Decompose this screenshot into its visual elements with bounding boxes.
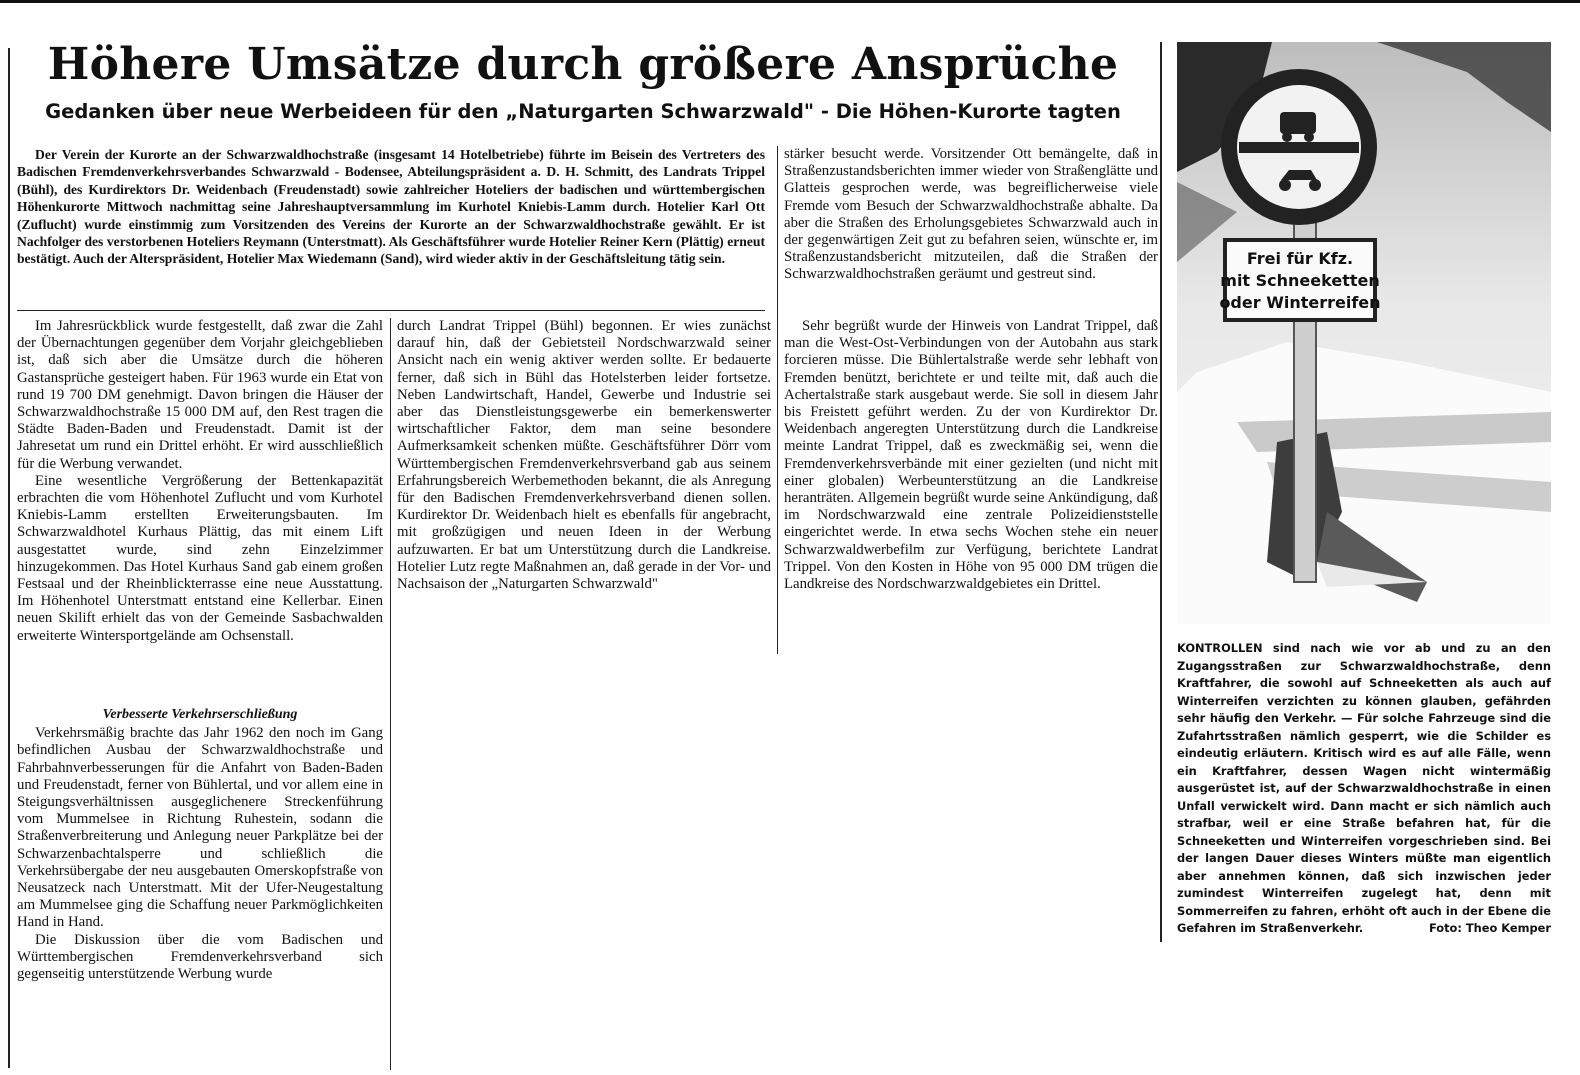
column-1-paragraph-3: Verkehrsmäßig brachte das Jahr 1962 den noch im Gang befindlichen Ausbau der Schwarzwaldhochstraße und Fahrbahnverbesserungen für die Anfahrt von Baden-Baden und Freudenstadt, ferner von Bühlertal, und vor allem eine in Steigungsverhältnissen ausgeglichenere Streckenführung vom Mummelsee in Richtung Ruhestein, sodann die Straßenverbreiterung und Anlegung neuer Parkplätze bei der Schwarzenbachtalsperre und schließlich die Verkehrsübergabe der neu ausgebauten Omerskopfstraße von Neusatzeck nach Unterstmatt. Mit der Ufer-Neugestaltung am Mummelsee ging die Schaffung neuer Parkmöglichkeiten Hand in Hand. [17, 725, 383, 931]
column-divider-2 [777, 146, 778, 654]
photo-column-divider [1160, 42, 1162, 942]
section-heading: Verbesserte Verkehrserschließung [102, 707, 298, 722]
photo-traffic-sign [1177, 42, 1551, 624]
article-column-3 [784, 146, 1158, 284]
sign-text-line-3: oder Winterreifen [1219, 293, 1381, 312]
column-3-paragraph-2: Sehr begrüßt wurde der Hinweis von Landrat Trippel, daß man die West-Ost-Verbindungen von der Autobahn aus stark forcieren müsse. Die Bühlertalstraße werde sehr lebhaft von Fremden benützt, berichtete er und teilte mit, daß auch die Achertalstraße stark ausgebaut werde. Sie soll in diesem Jahr bis Freistett geführt werden. Zu der von Kurdirektor Dr. Weidenbach angeregten Unterstützung durch die Landkreise meinte Landrat Trippel, daß es zweckmäßig sei, wenn die Fremdenverkehrsverbände mit einer gezielten (und nicht mit einer globalen) Werbeunterstützung an die Landkreise heranträten. Allgemein begrüßt wurde seine Ankündigung, daß im Nordschwarzwald eine zentrale Polizeidienststelle eingerichtet werde. In etwa sechs Wochen stehe ein neuer Schwarzwaldwerbefilm zur Verfügung, berichtete Landrat Trippel. Von den Kosten in Höhe von 95 000 DM trügen die Landkreise des Nordschwarzwaldgebietes ein Drittel. [784, 318, 1158, 593]
column-1-paragraph-1: Im Jahresrückblick wurde festgestellt, daß zwar die Zahl der Übernachtungen gegenüber dem Vorjahr gleichgeblieben ist, daß sich aber die Umsätze durch die höheren Gastansprüche gesteigert haben. Für 1963 wurde ein Etat von rund 19 700 DM genehmigt. Davon bringen die Häuser der Schwarzwaldhochstraße 15 000 DM auf, den Rest tragen die Städte Baden-Baden und Freudenstadt. Damit ist der Jahresetat um rund ein Drittel erhöht. Er wird ausschließlich für die Werbung verwandet. [17, 318, 383, 472]
sign-text-line-2: mit Schneeketten [1220, 271, 1380, 290]
column-1-paragraph-4: Die Diskussion über die vom Badischen und Württembergischen Fremdenverkehrsverband sich gegenseitig unterstützende Werbung wurde [17, 931, 383, 983]
photo-credit: Foto: Theo Kemper [1428, 921, 1551, 935]
caption-text: KONTROLLEN sind nach wie vor ab und zu an den Zugangsstraßen zur Schwarzwaldhochstraße, denn Kraftfahrer, die sowohl auf Schneeketten als auch auf Winterreifen verzichten zu können glauben, gefährden sehr häufig den Verkehr. — Für solche Fahrzeuge sind die Zufahrtsstraßen nämlich gesperrt, wie die Schilder es eindeutig erläutern. Kritisch wird es auf alle Fälle, wenn ein Kraftfahrer, dessen Wagen nicht wintermäßig ausgerüstet ist, auf der Schwarzwaldhochstraße in einen Unfall verwickelt wird. Dann macht er sich nämlich auch strafbar, weil er eine Straße befahren hat, für die Schneeketten und Winterreifen vorgeschrieben sind. Bei der langen Dauer dieses Winters müßte man eigentlich aber annehmen können, daß sich inzwischen jeder zumindest Winterreifen zugelegt hat, denn mit Sommerreifen zu fahren, erhöht oft auch in der Ebene die Gefahren im Straßenverkehr. [1177, 641, 1551, 935]
photo-caption [1177, 640, 1551, 938]
article-column-1 [17, 318, 383, 645]
article-column-3-continued [784, 318, 1158, 593]
column-3-paragraph-1: stärker besucht werde. Vorsitzender Ott bemängelte, daß in Straßenzustandsberichten immer wieder von Straßenglätte und Glatteis gesprochen werde, was begreiflicherweise viele Fremde vom Besuch der Schwarzwaldhochstraße abhalte. Da aber die Straßen des Erholungsgebietes Schwarzwald auch in der gegenwärtigen Zeit gut zu befahren seien, wünschte er, im Straßenzustandsbericht mitzuteilen, daß die Straßen der Schwarzwaldhochstraßen geräumt und gestreut sind. [784, 146, 1158, 283]
lead-divider [17, 310, 765, 311]
left-border-line [8, 48, 10, 1068]
sign-text-line-1: Frei für Kfz. [1246, 249, 1354, 268]
article-headline: Höhere Umsätze durch größere Ansprüche [47, 39, 1119, 90]
article-lead-paragraph: Der Verein der Kurorte an der Schwarzwaldhochstraße (insgesamt 14 Hotelbetriebe) führte im Beisein des Vertreters des Badischen Fremdenverkehrsverbandes Schwarzwald - Bodensee, Abteilungspräsident a. D. H. Schmitt, des Landrats Trippel (Bühl), des Kurdirektors Dr. Weidenbach (Freudenstadt) sowie zahlreicher Hoteliers der badischen und württembergischen Höhenkurorte Mittwoch nachmittag seine Jahreshauptversammlung im Kurhotel Kniebis-Lamm durch. Hotelier Karl Ott (Zuflucht) wurde einstimmig zum Vorsitzenden des Vereins der Kurorte an der Schwarzwaldhochstraße gewählt. Er ist Nachfolger des verstorbenen Hoteliers Reymann (Unterstmatt). Als Geschäftsführer wurde Hotelier Reiner Kern (Plättig) erneut bestätigt. Auch der Alterspräsident, Hotelier Max Wiedemann (Sand), wird wieder aktiv in der Geschäftsleitung tätig sein. [17, 147, 765, 267]
photo-image [1177, 42, 1551, 624]
top-rule [0, 0, 1580, 3]
column-divider-1 [390, 318, 391, 1070]
article-column-2 [397, 318, 771, 593]
column-2-paragraph-1: durch Landrat Trippel (Bühl) begonnen. Er wies zunächst darauf hin, daß der Gebietsteil Nordschwarzwald seiner Ansicht nach ein wenig aktiver werden sollte. Er bedauerte ferner, daß sich in Bühl das Hotelsterben leider fortsetze. Neben Landwirtschaft, Handel, Gewerbe und Industrie sei aber das Dienstleistungsgewerbe ein bemerkenswerter wirtschaftlicher Faktor, dem man seine besondere Aufmerksamkeit schenken müßte. Geschäftsführer Dörr vom Württembergischen Fremdenverkehrsverband gab aus seinem Erfahrungsbereich Werbemethoden bekannt, die als Anregung für den Badischen Fremdenverkehrsverband dienen sollen. Kurdirektor Dr. Weidenbach hielt es ebenfalls für angebracht, mit großzügigen und neuen Ideen in der Werbung aufzuwarten. Er bat um Unterstützung durch die Landkreise. Hotelier Lutz regte Maßnahmen an, daß gerade in der Vor- und Nachsaison der „Naturgarten Schwarzwald" [397, 318, 771, 593]
article-column-1-continued [17, 698, 383, 983]
column-1-paragraph-2: Eine wesentliche Vergrößerung der Bettenkapazität erbrachten die vom Höhenhotel Zuflucht und vom Kurhotel Kniebis-Lamm erstellten Erweiterungsbauten. Im Schwarzwaldhotel Kurhaus Plättig, das mit einem Lift ausgestattet wurde, sind zehn Einzelzimmer hinzugekommen. Das Hotel Kurhaus Sand gab einem großen Festsaal und der Rheinblickterrasse eine neue Ausstattung. Im Höhenhotel Unterstmatt entstand eine Kellerbar. Einen neuen Skilift erhielt das von der Gemeinde Sasbachwalden erweiterte Wintersportgelände am Ochsenstall. [17, 472, 383, 644]
article-subheadline: Gedanken über neue Werbeideen für den „Naturgarten Schwarzwald" - Die Höhen-Kurorte tagten [45, 100, 1121, 123]
